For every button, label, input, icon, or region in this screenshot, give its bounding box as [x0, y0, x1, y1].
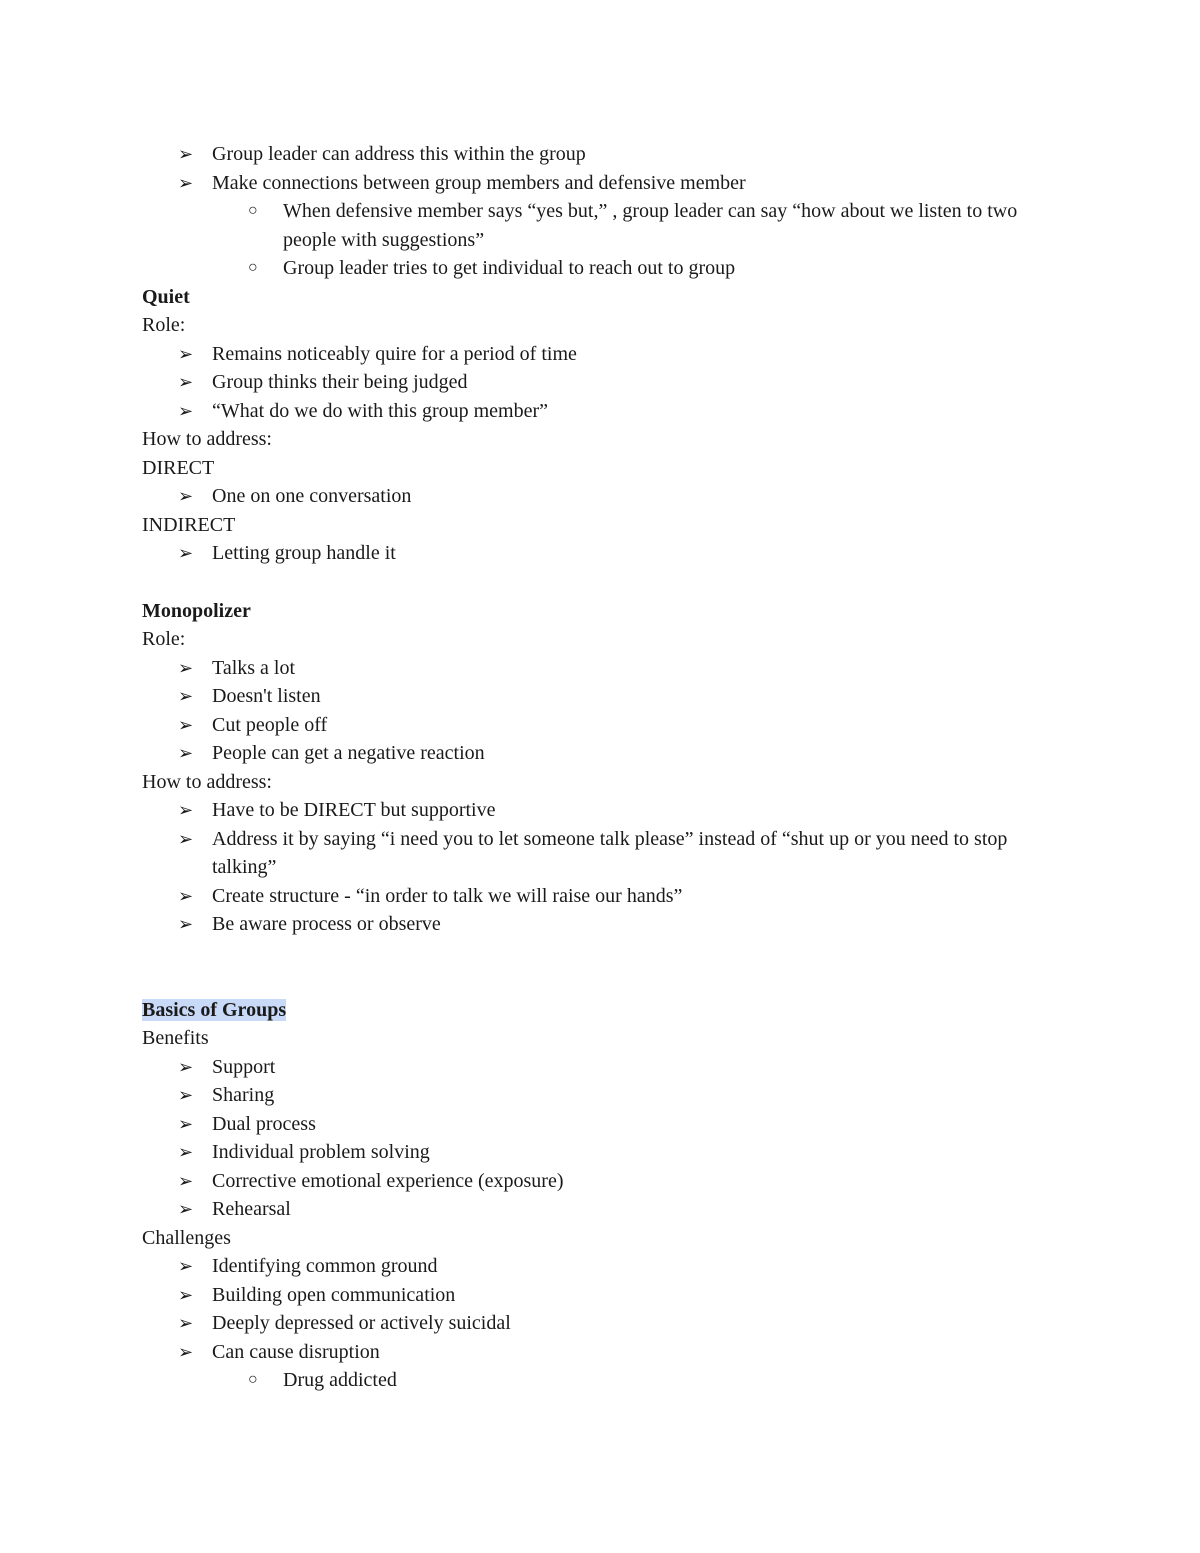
paragraph-line: How to address: — [142, 428, 272, 450]
bullet-item — [0, 796, 1200, 825]
arrowhead-bullet-icon: ➢ — [178, 1256, 194, 1276]
arrowhead-bullet-icon: ➢ — [178, 686, 194, 706]
bullet-item — [0, 882, 1200, 911]
bullet-item — [0, 539, 1200, 568]
bullet-item — [0, 1053, 1200, 1082]
bullet-item — [0, 482, 1200, 511]
bullet-item — [0, 682, 1200, 711]
bullet-text: One on one conversation — [212, 485, 412, 507]
arrowhead-bullet-icon: ➢ — [178, 1341, 194, 1362]
arrowhead-bullet-icon: ➢ — [178, 1056, 194, 1077]
blank-line — [0, 568, 1200, 597]
section-heading — [0, 597, 1200, 626]
bullet-text: Sharing — [212, 1084, 275, 1106]
arrowhead-bullet-icon: ➢ — [178, 1085, 194, 1105]
paragraph-line: Role: — [142, 314, 186, 336]
arrowhead-bullet-icon: ➢ — [178, 543, 194, 563]
arrowhead-bullet-icon: ➢ — [178, 1170, 194, 1191]
bullet-item — [0, 397, 1200, 426]
section-heading — [0, 996, 1200, 1025]
arrowhead-bullet-icon: ➢ — [178, 828, 194, 849]
bullet-text: Group leader can address this within the group — [212, 143, 586, 165]
arrowhead-bullet-icon: ➢ — [178, 343, 194, 364]
arrowhead-bullet-icon: ➢ — [178, 172, 194, 193]
bullet-text: Drug addicted — [283, 1369, 397, 1391]
section-heading-text: Basics of Groups — [142, 998, 287, 1021]
bullet-text: Have to be DIRECT but supportive — [212, 799, 496, 821]
bullet-text: Doesn't listen — [212, 685, 321, 707]
bullet-item — [0, 1252, 1200, 1281]
bullet-text: People can get a negative reaction — [212, 742, 485, 764]
arrowhead-bullet-icon: ➢ — [178, 1199, 194, 1219]
bullet-item — [0, 368, 1200, 397]
bullet-text: When defensive member says “yes but,” , group leader can say “how about we listen to two people with suggestions” — [283, 200, 1018, 251]
arrowhead-bullet-icon: ➢ — [178, 800, 194, 820]
bullet-text: Rehearsal — [212, 1198, 291, 1220]
section-heading-text: Quiet — [142, 285, 190, 308]
sub-bullet-item — [0, 254, 1200, 283]
bullet-item — [0, 1195, 1200, 1224]
bullet-item — [0, 825, 1200, 882]
bullet-item — [0, 140, 1200, 169]
bullet-text: Identifying common ground — [212, 1255, 438, 1277]
arrowhead-bullet-icon: ➢ — [178, 1313, 194, 1333]
paragraph-line: Role: — [142, 628, 186, 650]
bullet-item — [0, 1309, 1200, 1338]
arrowhead-bullet-icon: ➢ — [178, 657, 194, 678]
arrowhead-bullet-icon: ➢ — [178, 885, 194, 906]
bullet-item — [0, 739, 1200, 768]
bullet-text: Building open communication — [212, 1283, 456, 1306]
bullet-text: Dual process — [212, 1112, 316, 1135]
bullet-item — [0, 1167, 1200, 1196]
bullet-item — [0, 1338, 1200, 1367]
arrowhead-bullet-icon: ➢ — [178, 743, 194, 763]
section-heading — [0, 283, 1200, 312]
bullet-item — [0, 1081, 1200, 1110]
arrowhead-bullet-icon: ➢ — [178, 914, 194, 934]
paragraph-line: Challenges — [142, 1226, 231, 1249]
arrowhead-bullet-icon: ➢ — [178, 400, 194, 421]
sub-bullet-item — [0, 197, 1200, 254]
arrowhead-bullet-icon: ➢ — [178, 714, 194, 735]
bullet-item — [0, 654, 1200, 683]
paragraph-line: How to address: — [142, 770, 272, 793]
bullet-text: Address it by saying “i need you to let someone talk please” instead of “shut up or you need to stop talking” — [212, 827, 1008, 878]
hollow-circle-bullet-icon: ○ — [248, 202, 258, 219]
bullet-item — [0, 910, 1200, 939]
bullet-text: Be aware process or observe — [212, 913, 441, 935]
bullet-text: Deeply depressed or actively suicidal — [212, 1312, 511, 1334]
arrowhead-bullet-icon: ➢ — [178, 1142, 194, 1162]
bullet-item — [0, 1138, 1200, 1167]
bullet-text: Can cause disruption — [212, 1340, 380, 1363]
blank-line — [0, 939, 1200, 996]
bullet-text: Remains noticeably quire for a period of time — [212, 342, 577, 365]
paragraph-line: Benefits — [142, 1027, 209, 1049]
bullet-item — [0, 1281, 1200, 1310]
bullet-text: Corrective emotional experience (exposure) — [212, 1169, 564, 1192]
paragraph-line: DIRECT — [142, 456, 215, 479]
arrowhead-bullet-icon: ➢ — [178, 372, 194, 392]
bullet-text: Group thinks their being judged — [212, 371, 468, 393]
hollow-circle-bullet-icon: ○ — [248, 259, 258, 276]
bullet-text: Letting group handle it — [212, 542, 396, 564]
arrowhead-bullet-icon: ➢ — [178, 486, 194, 506]
bullet-text: Make connections between group members and defensive member — [212, 171, 746, 194]
paragraph-line: INDIRECT — [142, 513, 236, 536]
document-body — [0, 140, 1200, 1395]
bullet-text: Create structure - “in order to talk we will raise our hands” — [212, 884, 683, 907]
bullet-item — [0, 340, 1200, 369]
bullet-text: Talks a lot — [212, 656, 296, 679]
bullet-item — [0, 711, 1200, 740]
arrowhead-bullet-icon: ➢ — [178, 144, 194, 164]
bullet-text: Cut people off — [212, 713, 328, 736]
bullet-text: Support — [212, 1055, 276, 1078]
bullet-text: “What do we do with this group member” — [212, 399, 549, 422]
hollow-circle-bullet-icon: ○ — [248, 1371, 258, 1388]
section-heading-text: Monopolizer — [142, 599, 251, 622]
bullet-text: Individual problem solving — [212, 1141, 430, 1163]
bullet-item — [0, 169, 1200, 198]
bullet-text: Group leader tries to get individual to reach out to group — [283, 257, 736, 279]
sub-bullet-item — [0, 1366, 1200, 1395]
arrowhead-bullet-icon: ➢ — [178, 1113, 194, 1134]
bullet-item — [0, 1110, 1200, 1139]
arrowhead-bullet-icon: ➢ — [178, 1284, 194, 1305]
